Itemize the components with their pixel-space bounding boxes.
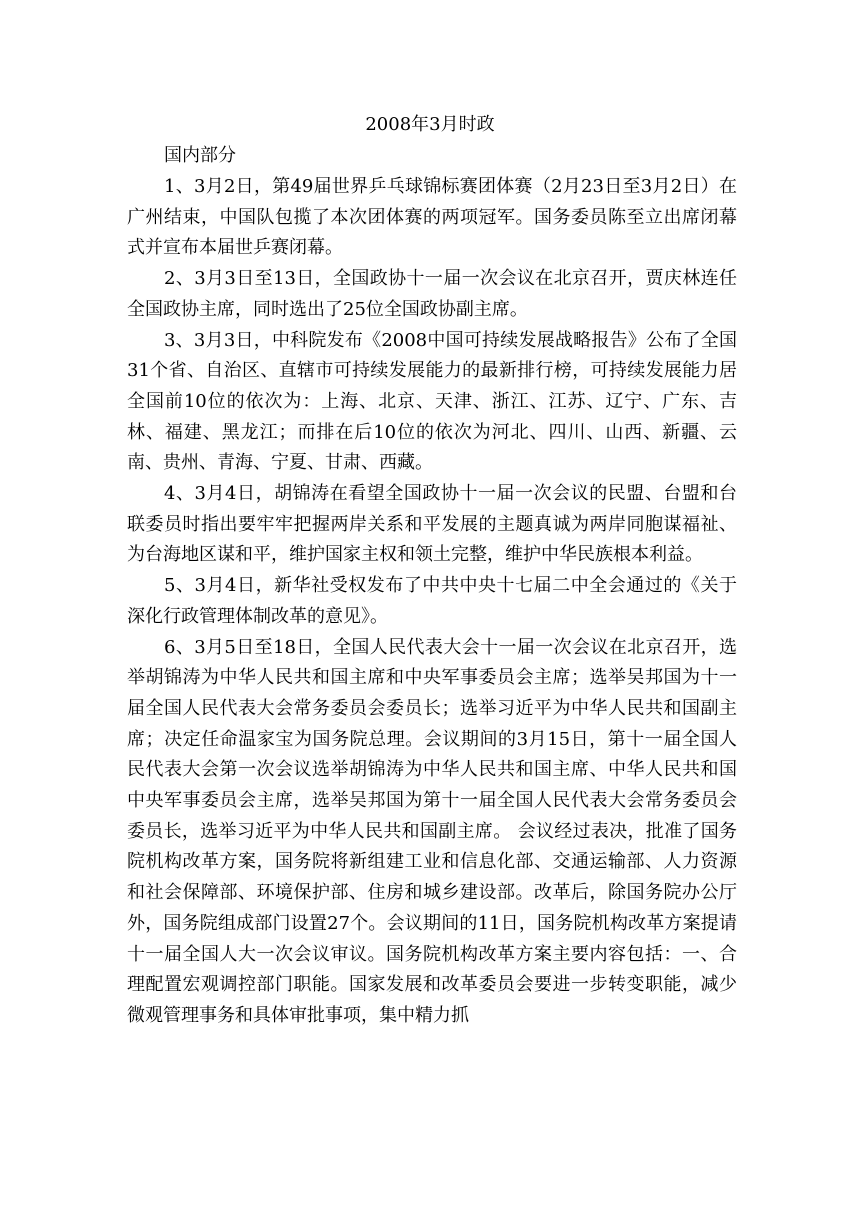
section-heading: 国内部分: [164, 145, 236, 166]
paragraph-4: 4、3月4日，胡锦涛在看望全国政协十一届一次会议的民盟、台盟和台联委员时指出要牢牢把握两岸关系和平发展的主题真诚为两岸同胞谋福祉、为台海地区谋和平，维护国家主权和领土完整，维护中华民族根本利益。: [127, 483, 737, 566]
paragraph-5: 5、3月4日，新华社受权发布了中共中央十七届二中全会通过的《关于深化行政管理体制改革的意见》。: [127, 575, 737, 627]
paragraph-3: 3、3月3日，中科院发布《2008中国可持续发展战略报告》公布了全国31个省、自治区、直辖市可持续发展能力的最新排行榜，可持续发展能力居全国前10位的依次为：上海、北京、天津、浙江、江苏、辽宁、广东、吉林、福建、黑龙江；而排在后10位的依次为河北、四川、山西、新疆、云南、贵州、青海、宁夏、甘肃、西藏。: [127, 329, 737, 474]
document-title: 2008年3月时政: [365, 114, 495, 135]
paragraph-6: 6、3月5日至18日，全国人民代表大会十一届一次会议在北京召开，选举胡锦涛为中华人民共和国主席和中央军事委员会主席；选举吴邦国为十一届全国人民代表大会常务委员会委员长；选举习近平为中华人民共和国副主席；决定任命温家宝为国务院总理。会议期间的3月15日，第十一届全国人民代表大会第一次会议选举胡锦涛为中华人民共和国主席、中华人民共和国中央军事委员会主席，选举吴邦国为第十一届全国人民代表大会常务委员会委员长，选举习近平为中华人民共和国副主席。 会议经过表决，批准了国务院机构改革方案，国务院将新组建工业和信息化部、交通运输部、人力资源和社会保障部、环境保护部、住房和城乡建设部。改革后，除国务院办公厅外，国务院组成部门设置27个。会议期间的11日，国务院机构改革方案提请十一届全国人大一次会议审议。国务院机构改革方案主要内容包括：一、合理配置宏观调控部门职能。国家发展和改革委员会要进一步转变职能，减少微观管理事务和具体审批事项，集中精力抓: [127, 636, 737, 1026]
paragraph-2: 2、3月3日至13日，全国政协十一届一次会议在北京召开，贾庆林连任全国政协主席，同时选出了25位全国政协副主席。: [127, 268, 737, 320]
document-body: [127, 172, 737, 1032]
paragraph-1: 1、3月2日，第49届世界乒乓球锦标赛团体赛（2月23日至3月2日）在广州结束，中国队包揽了本次团体赛的两项冠军。国务委员陈至立出席闭幕式并宣布本届世乒赛闭幕。: [127, 176, 737, 259]
